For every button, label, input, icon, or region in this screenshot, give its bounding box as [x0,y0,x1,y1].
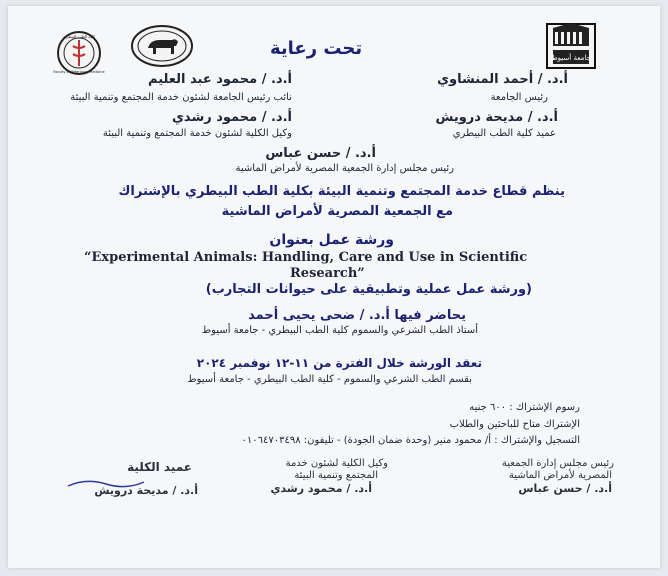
svg-text:جامعة أسيوط: جامعة أسيوط [551,54,591,62]
registration-text: التسجيل والإشتراك : أ/ محمود منير (وحدة ضمان الجودة) - تليفون: ٠١٠٦٤٧٠٣٤٩٨ [241,435,580,446]
patron-role: رئيس مجلس إدارة الجمعية المصرية لأمراض الماشية [235,163,454,174]
signature-name: أ.د. / مديحة درويش [94,484,198,497]
patron-name: أ.د. / حسن عباس [265,146,376,161]
assiut-university-logo [545,22,597,70]
workshop-english-title: “Experimental Animals: Handling, Care and Use in Scientific [84,250,528,265]
signature-title: عميد الكلية [127,460,192,474]
patron-name: أ.د. / محمود رشدي [172,110,292,125]
organizer-line: مع الجمعية المصرية لأمراض الماشية [221,204,453,219]
signature-title: المجتمع وتنمية البيئة [294,470,378,481]
workshop-english-title: Research” [290,266,365,281]
lecturer-title: أستاذ الطب الشرعي والسموم كلية الطب البيطري - جامعة أسيوط [201,325,478,336]
signature-title: المصرية لأمراض الماشية [508,470,612,481]
workshop-arabic-title: (ورشة عمل عملية وتطبيقية على حيوانات التجارب) [205,282,532,297]
patron-role: عميد كلية الطب البيطري [452,128,556,139]
organizer-line: ينظم قطاع خدمة المجتمع وتنمية البيئة بكلية الطب البيطري بالإشتراك [118,184,565,199]
svg-text:Faculty of Veterinary Medicine: Faculty of Veterinary Medicine [53,70,105,74]
signature-name: أ.د. / محمود رشدي [270,482,372,495]
patron-role: نائب رئيس الجامعة لشئون خدمة المجتمع وتنمية البيئة [70,92,292,103]
patron-role: وكيل الكلية لشئون خدمة المجتمع وتنمية البيئة [102,128,292,139]
availability-text: الإشتراك متاح للباحثين والطلاب [449,419,580,430]
signature-title: وكيل الكلية لشئون خدمة [285,458,388,469]
cattle-society-logo [130,24,194,68]
faculty-vet-medicine-logo [44,30,114,76]
patron-name: أ.د. / أحمد المنشاوي [437,72,568,87]
signature-name: أ.د. / حسن عباس [518,482,612,495]
patron-name: أ.د. / محمود عبد العليم [148,72,292,87]
signature-title: رئيس مجلس إدارة الجمعية [501,458,614,469]
fee-text: رسوم الإشتراك : ٦٠٠ جنيه [469,402,580,413]
lecturer-line: يحاضر فيها أ.د. / ضحى يحيى أحمد [248,308,466,323]
schedule-line: تعقد الورشة خلال الفترة من ١١-١٢ نوفمبر ٢٠٢٤ [196,356,482,370]
page-title: تحت رعاية [270,38,363,59]
patron-role: رئيس الجامعة [490,92,548,103]
schedule-place: بقسم الطب الشرعي والسموم - كلية الطب البيطري - جامعة أسيوط [187,374,472,385]
workshop-heading: ورشة عمل بعنوان [269,232,394,248]
patron-name: أ.د. / مديحة درويش [435,110,558,125]
svg-text:كلية الطب البيطري: كلية الطب البيطري [62,34,96,39]
